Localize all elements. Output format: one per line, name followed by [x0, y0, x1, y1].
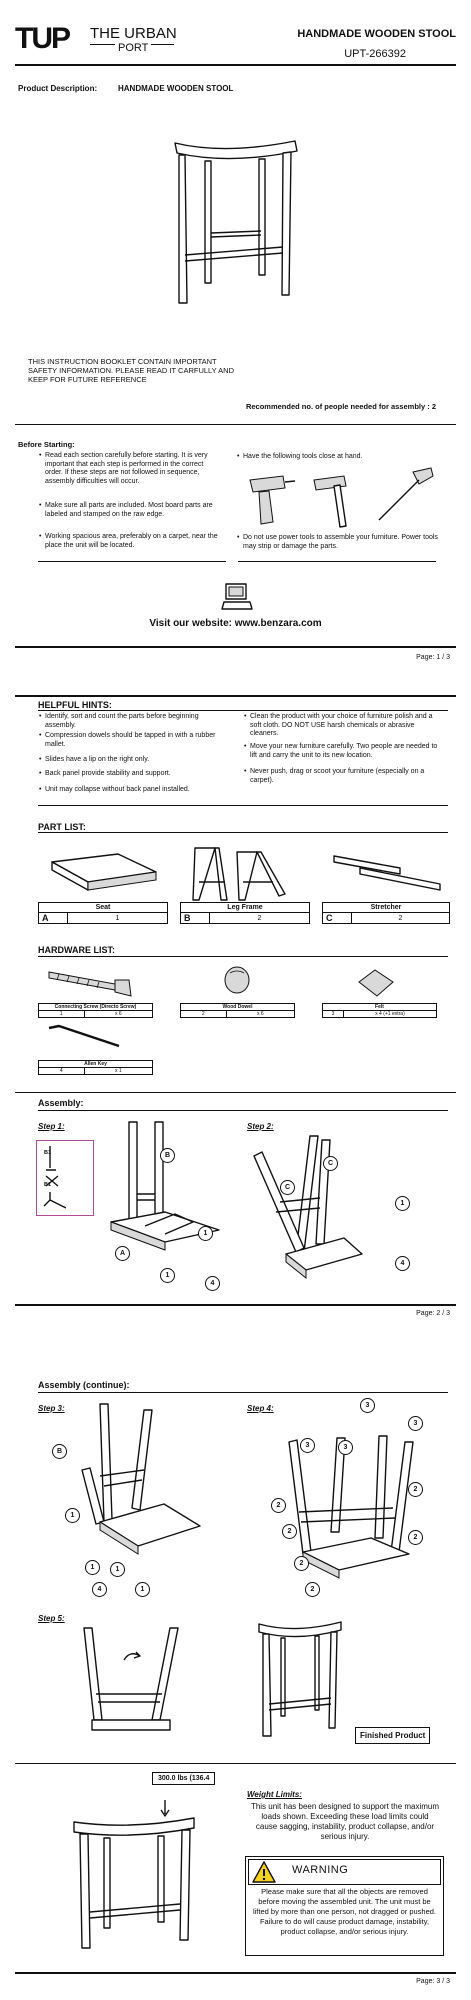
step2-callout-c1: C: [323, 1156, 338, 1171]
step3-callout-1c: 1: [110, 1562, 125, 1577]
hardware-1-name: Connecting Screw (Directo Screw): [39, 1004, 153, 1011]
assembly-continue-heading: Assembly (continue):: [38, 1380, 130, 1390]
step3-label: Step 3:: [38, 1404, 65, 1413]
warning-text: Please make sure that all the objects are removed before moving the assembled unit. The unit must be lifted by more than one person, not dragged or pushed. Failure to do will cause product damage, instability, product collapse, and/or serious injury.: [252, 1887, 437, 1936]
finished-product-label: Finished Product: [355, 1727, 430, 1744]
hint-right-1: • Clean the product with your choice of furniture polish and a soft cloth. DO NOT USE harsh chemicals or abrasive cleaners.: [250, 713, 440, 739]
step2-diagram: [250, 1132, 370, 1282]
assembly-heading: Assembly:: [38, 1098, 84, 1108]
part-b-name: Leg Frame: [181, 903, 310, 913]
step2-callout-4: 4: [395, 1256, 410, 1271]
hardware-4-no: 4: [39, 1068, 85, 1075]
part-heading: PART LIST:: [38, 822, 86, 832]
safety-notice: THIS INSTRUCTION BOOKLET CONTAIN IMPORTANT SAFETY INFORMATION. PLEASE READ IT CARFULLY AND KEEP FOR FUTURE REFERENCE: [28, 357, 235, 384]
step1-b1b: B1: [44, 1182, 52, 1188]
step4-callout-2d: 2: [282, 1524, 297, 1539]
hammer-icon: [310, 472, 360, 527]
hint-left-4: • Back panel provide stability and support.: [45, 770, 225, 779]
hardware-1-qty: x 6: [84, 1011, 152, 1018]
before-bullet-3: • Working spacious area, preferably on a carpet, near the place the unit will be located.: [45, 533, 220, 550]
part-table-a: [38, 902, 168, 924]
hardware-2-name: Wood Dowel: [181, 1004, 295, 1011]
hardware-3-no: 3: [323, 1011, 344, 1018]
weight-text: This unit has been designed to support the maximum loads shown. Exceeding these load limits could cause sagging, instability, product collapse, and/or serious injury.: [250, 1802, 440, 1841]
product-title: HANDMADE WOODEN STOOL: [297, 28, 456, 40]
product-code: UPT-266392: [344, 48, 406, 60]
load-label: 300.0 lbs (136.4: [152, 1772, 215, 1785]
part-table-c: [322, 902, 450, 924]
step2-label: Step 2:: [247, 1122, 274, 1131]
hint-left-1: • Identify, sort and count the parts before beginning assembly.: [45, 713, 225, 730]
step3-callout-1a: 1: [65, 1508, 80, 1523]
tools-text: • Have the following tools close at hand.: [243, 453, 443, 462]
step3-callout-1d: 1: [135, 1582, 150, 1597]
part-a-qty: 1: [68, 913, 168, 924]
logo-mark: TUP: [15, 22, 69, 55]
part-c-qty: 2: [352, 913, 450, 924]
step3-diagram: [60, 1400, 210, 1570]
hardware-table-3: [322, 1003, 437, 1018]
hint-left-2: • Compression dowels should be tapped in with a rubber mallet.: [45, 732, 225, 749]
hint-right-2: • Move your new furniture carefully. Two people are needed to lift and carry the unit to its new location.: [250, 743, 440, 760]
step3-callout-b: B: [52, 1444, 67, 1459]
before-heading: Before Starting:: [18, 440, 75, 449]
step1-callout-b: B: [160, 1148, 175, 1163]
warning-title: WARNING: [292, 1864, 349, 1876]
step4-callout-3c: 3: [408, 1416, 423, 1431]
weight-heading: Weight Limits:: [247, 1790, 302, 1799]
hardware-2-no: 2: [181, 1011, 227, 1018]
seat-part-icon: [48, 850, 158, 900]
part-table-b: [180, 902, 310, 924]
felt-icon: [355, 968, 395, 998]
step4-callout-2b: 2: [408, 1482, 423, 1497]
dowel-icon: [222, 965, 252, 995]
hint-right-3: • Never push, drag or scoot your furniture (especially on a carpet).: [250, 768, 440, 785]
hint-left-5: • Unit may collapse without back panel installed.: [45, 786, 225, 795]
desc-label: Product Description:: [18, 84, 98, 93]
hardware-table-4: [38, 1060, 153, 1075]
hardware-table-2: [180, 1003, 295, 1018]
step1-b1a: B1: [44, 1150, 52, 1156]
step4-callout-3d: 3: [338, 1440, 353, 1455]
brand-line1: THE URBAN: [90, 25, 177, 42]
step4-label: Step 4:: [247, 1404, 274, 1413]
before-bullet-1: • Read each section carefully before starting. It is very important that each step is performed in the correct order. If these steps are not followed in sequence, assembly difficulties will occur.: [45, 452, 220, 486]
step4-callout-3b: 3: [360, 1398, 375, 1413]
step2-callout-1: 1: [395, 1196, 410, 1211]
step1-callout-4: 4: [205, 1276, 220, 1291]
drill-icon: [245, 470, 295, 530]
step3-callout-4: 4: [92, 1582, 107, 1597]
step4-callout-2f: 2: [305, 1582, 320, 1597]
part-a-name: Seat: [39, 903, 168, 913]
step1-callout-a: A: [115, 1246, 130, 1261]
finished-stool-icon: [255, 1618, 345, 1738]
website: Visit our website: www.benzara.com: [149, 618, 322, 629]
hardware-3-name: Felt: [323, 1004, 437, 1011]
hardware-2-qty: x 6: [226, 1011, 294, 1018]
hardware-1-no: 1: [39, 1011, 85, 1018]
hints-heading: HELPFUL HINTS:: [38, 700, 112, 710]
hardware-4-qty: x 1: [84, 1068, 152, 1075]
power-tools-text: • Do not use power tools to assemble your furniture. Power tools may strip or damage the parts.: [243, 534, 443, 551]
step1-callout-1b: 1: [160, 1268, 175, 1283]
part-b-key: B: [181, 913, 210, 924]
leg-frame-part-icon: [185, 842, 305, 902]
step2-callout-c2: C: [280, 1180, 295, 1195]
step1-callout-1a: 1: [198, 1226, 213, 1241]
people-needed: Recommended no. of people needed for assembly : 2: [245, 402, 436, 411]
desc-value: HANDMADE WOODEN STOOL: [118, 84, 234, 93]
hardware-heading: HARDWARE LIST:: [38, 945, 115, 955]
stool-icon: [165, 135, 305, 305]
computer-icon: [222, 582, 252, 612]
page-number-3: Page: 3 / 3: [416, 1978, 450, 1985]
allen-key-icon: [45, 1022, 125, 1052]
hardware-table-1: [38, 1003, 153, 1018]
hardware-3-qty: x 4 (+1 extra): [343, 1011, 436, 1018]
stretcher-part-icon: [330, 850, 450, 890]
step4-callout-2e: 2: [294, 1556, 309, 1571]
part-c-key: C: [323, 913, 352, 924]
step4-callout-2a: 2: [271, 1498, 286, 1513]
step5-diagram: [78, 1624, 188, 1734]
hint-left-3: • Slides have a lip on the right only.: [45, 756, 225, 765]
brand-line2: PORT: [115, 42, 151, 54]
step1-label: Step 1:: [38, 1122, 65, 1131]
page-number-2: Page: 2 / 3: [416, 1310, 450, 1317]
step5-label: Step 5:: [38, 1614, 65, 1623]
step3-callout-1b: 1: [85, 1560, 100, 1575]
hardware-4-name: Allen Key: [39, 1061, 153, 1068]
before-bullet-2: • Make sure all parts are included. Most board parts are labeled and stamped on the raw edge.: [45, 502, 220, 519]
screwdriver-icon: [375, 468, 435, 523]
weight-stool-icon: [70, 1800, 200, 1950]
part-c-name: Stretcher: [323, 903, 450, 913]
screw-icon: [45, 968, 135, 998]
warning-icon: [252, 1861, 276, 1883]
part-b-qty: 2: [210, 913, 310, 924]
step4-callout-2c: 2: [408, 1530, 423, 1545]
page-number-1: Page: 1 / 3: [416, 654, 450, 661]
step4-callout-3a: 3: [300, 1438, 315, 1453]
warning-box: [245, 1856, 444, 1956]
part-a-key: A: [39, 913, 68, 924]
